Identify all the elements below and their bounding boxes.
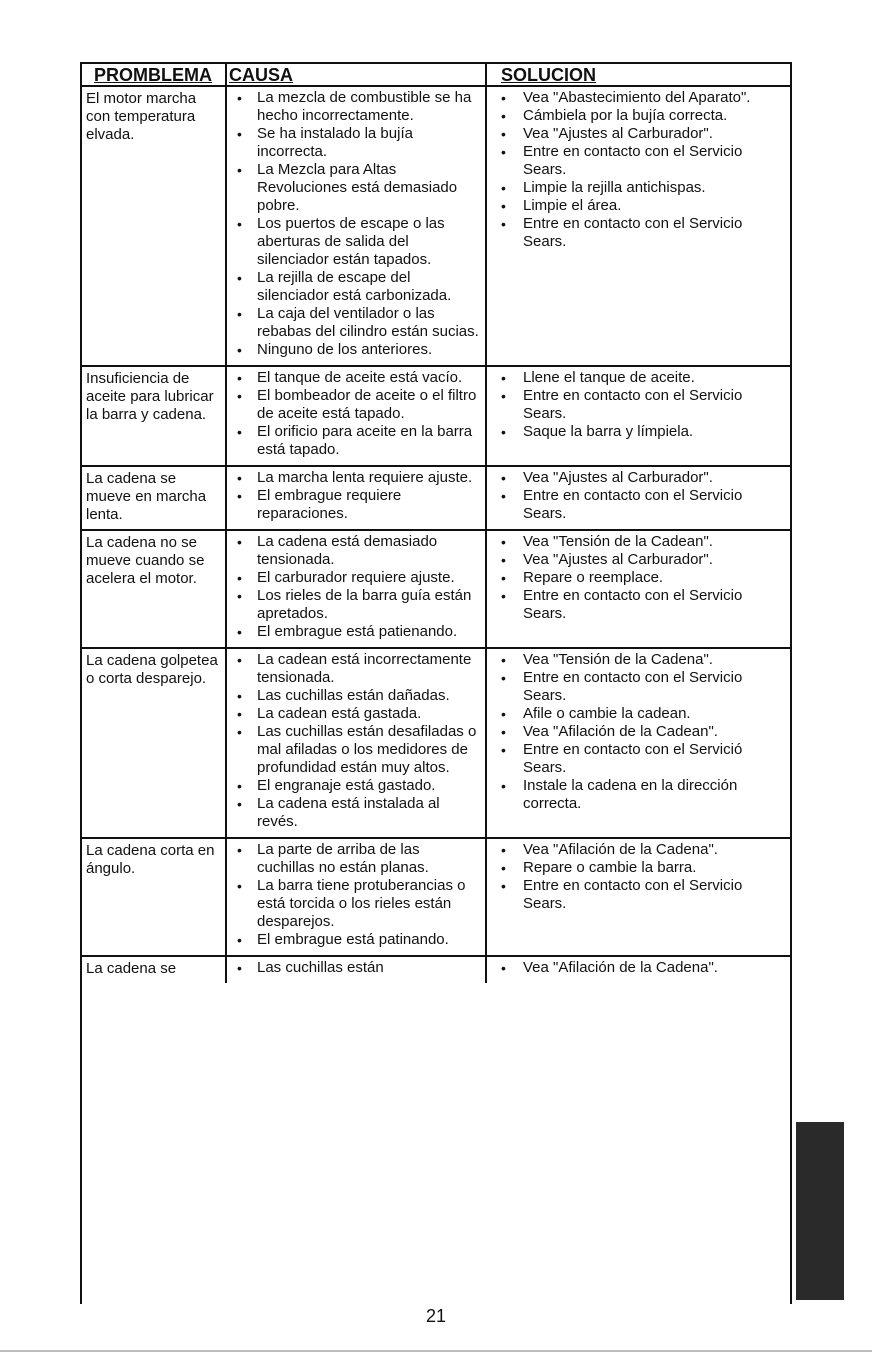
cause-item: • La parte de arriba de las cuchillas no están planas.: [227, 841, 485, 877]
cause-item: • Se ha instalado la bujía incorrecta.: [227, 125, 485, 161]
table-row: [82, 86, 790, 366]
solution-item: • Entre en contacto con el Servicio Sears.: [487, 215, 790, 251]
cause-cell: [226, 530, 486, 648]
header-solution: SOLUCION: [486, 64, 790, 86]
table-row: [82, 366, 790, 466]
cause-cell-list: [227, 87, 485, 365]
solution-cell-list: [487, 649, 790, 819]
cause-item: • Los puertos de escape o las aberturas de salida del silenciador están tapados.: [227, 215, 485, 269]
cause-item: • Las cuchillas están: [227, 959, 485, 977]
problem-cell: La cadena se: [82, 956, 226, 983]
solution-item: • Vea "Afilación de la Cadena".: [487, 841, 790, 859]
solution-item: • Entre en contacto con el Servicio Sears.: [487, 487, 790, 523]
cause-item: • La marcha lenta requiere ajuste.: [227, 469, 485, 487]
section-thumb-tab: [796, 1122, 844, 1300]
cause-cell: [226, 86, 486, 366]
solution-cell-list: [487, 531, 790, 629]
cause-cell-list: [227, 467, 485, 529]
problem-cell: La cadena golpetea o corta desparejo.: [82, 648, 226, 838]
cause-item: • La cadena está instalada al revés.: [227, 795, 485, 831]
table-row: [82, 530, 790, 648]
solution-cell-list: [487, 367, 790, 447]
table-row: [82, 838, 790, 956]
solution-item: • Saque la barra y límpiela.: [487, 423, 790, 441]
solution-cell: [486, 530, 790, 648]
cause-cell-list: [227, 957, 485, 983]
solution-item: • Afile o cambie la cadean.: [487, 705, 790, 723]
solution-cell: [486, 956, 790, 983]
table-body: [82, 86, 790, 983]
solution-item: • Limpie la rejilla antichispas.: [487, 179, 790, 197]
cause-cell: [226, 648, 486, 838]
solution-item: • Vea "Ajustes al Carburador".: [487, 125, 790, 143]
cause-cell-list: [227, 839, 485, 955]
solution-cell-list: [487, 957, 790, 983]
cause-item: • El embrague está patinando.: [227, 931, 485, 949]
cause-item: • La rejilla de escape del silenciador está carbonizada.: [227, 269, 485, 305]
page-number: 21: [425, 1306, 447, 1326]
cause-cell-list: [227, 531, 485, 647]
cause-item: • El embrague requiere reparaciones.: [227, 487, 485, 523]
solution-cell: [486, 366, 790, 466]
problem-cell: La cadena no se mueve cuando se acelera el motor.: [82, 530, 226, 648]
solution-item: • Vea "Afilación de la Cadena".: [487, 959, 790, 977]
cause-item: • Los rieles de la barra guía están apretados.: [227, 587, 485, 623]
table-header-row: [82, 64, 790, 86]
cause-cell: [226, 466, 486, 530]
solution-item: • Entre en contacto con el Servicio Sears.: [487, 587, 790, 623]
solution-item: • Entre en contacto con el Servicio Sears.: [487, 669, 790, 705]
solution-cell-list: [487, 87, 790, 257]
solution-item: • Vea "Afilación de la Cadean".: [487, 723, 790, 741]
troubleshooting-table-frame: [80, 62, 792, 1304]
cause-item: • Las cuchillas están desafiladas o mal afiladas o los medidores de profundidad están muy altos.: [227, 723, 485, 777]
cause-item: • La caja del ventilador o las rebabas del cilindro están sucias.: [227, 305, 485, 341]
cause-item: • El tanque de aceite está vacío.: [227, 369, 485, 387]
cause-cell-list: [227, 649, 485, 837]
table-row: [82, 956, 790, 983]
solution-cell: [486, 466, 790, 530]
cause-item: • Ninguno de los anteriores.: [227, 341, 485, 359]
cause-item: • El engranaje está gastado.: [227, 777, 485, 795]
cause-item: • El carburador requiere ajuste.: [227, 569, 485, 587]
solution-item: • Entre en contacto con el Servició Sears.: [487, 741, 790, 777]
solution-item: • Vea "Ajustes al Carburador".: [487, 551, 790, 569]
problem-cell: La cadena se mueve en marcha lenta.: [82, 466, 226, 530]
cause-cell: [226, 366, 486, 466]
troubleshooting-table: [82, 64, 790, 983]
solution-cell: [486, 86, 790, 366]
table-row: [82, 466, 790, 530]
solution-item: • Vea "Tensión de la Cadean".: [487, 533, 790, 551]
cause-item: • La mezcla de combustible se ha hecho incorrectamente.: [227, 89, 485, 125]
cause-item: • La Mezcla para Altas Revoluciones está demasiado pobre.: [227, 161, 485, 215]
solution-item: • Llene el tanque de aceite.: [487, 369, 790, 387]
cause-cell: [226, 956, 486, 983]
cause-item: • El orificio para aceite en la barra está tapado.: [227, 423, 485, 459]
solution-item: • Entre en contacto con el Servicio Sears.: [487, 143, 790, 179]
solution-cell-list: [487, 839, 790, 919]
cause-item: • El embrague está patienando.: [227, 623, 485, 641]
solution-item: • Repare o cambie la barra.: [487, 859, 790, 877]
cause-item: • La cadean está gastada.: [227, 705, 485, 723]
solution-item: • Entre en contacto con el Servicio Sears.: [487, 877, 790, 913]
cause-cell-list: [227, 367, 485, 465]
solution-cell: [486, 838, 790, 956]
cause-item: • La cadean está incorrectamente tensionada.: [227, 651, 485, 687]
problem-cell: Insuficiencia de aceite para lubricar la barra y cadena.: [82, 366, 226, 466]
solution-item: • Limpie el área.: [487, 197, 790, 215]
solution-cell: [486, 648, 790, 838]
header-cause: CAUSA: [226, 64, 486, 86]
solution-item: • Instale la cadena en la dirección correcta.: [487, 777, 790, 813]
solution-item: • Cámbiela por la bujía correcta.: [487, 107, 790, 125]
cause-item: • La cadena está demasiado tensionada.: [227, 533, 485, 569]
solution-item: • Vea "Tensión de la Cadena".: [487, 651, 790, 669]
bottom-rule: [0, 1350, 872, 1352]
cause-cell: [226, 838, 486, 956]
cause-item: • Las cuchillas están dañadas.: [227, 687, 485, 705]
solution-cell-list: [487, 467, 790, 529]
header-problem: PROMBLEMA: [82, 64, 226, 86]
cause-item: • La barra tiene protuberancias o está torcida o los rieles están desparejos.: [227, 877, 485, 931]
solution-item: • Repare o reemplace.: [487, 569, 790, 587]
solution-item: • Vea "Ajustes al Carburador".: [487, 469, 790, 487]
cause-item: • El bombeador de aceite o el filtro de aceite está tapado.: [227, 387, 485, 423]
problem-cell: El motor marcha con temperatura elvada.: [82, 86, 226, 366]
table-row: [82, 648, 790, 838]
solution-item: • Entre en contacto con el Servicio Sears.: [487, 387, 790, 423]
solution-item: • Vea "Abastecimiento del Aparato".: [487, 89, 790, 107]
problem-cell: La cadena corta en ángulo.: [82, 838, 226, 956]
